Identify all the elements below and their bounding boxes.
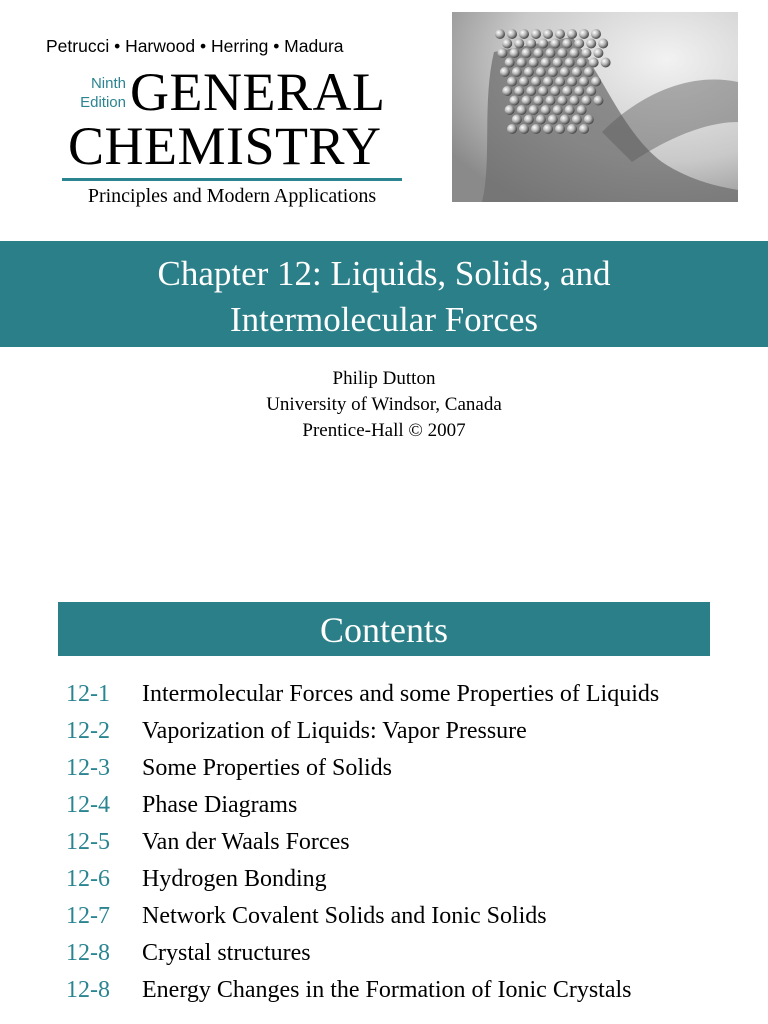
- atom-dot: [521, 96, 531, 106]
- title-divider: [62, 178, 402, 181]
- contents-item: [66, 676, 756, 713]
- atom-dot: [577, 58, 587, 68]
- book-subtitle: Principles and Modern Applications: [87, 185, 377, 207]
- atom-dot: [536, 67, 546, 77]
- chapter-banner: [0, 241, 768, 347]
- publisher-copyright: Prentice-Hall © 2007: [302, 420, 466, 441]
- atom-dot: [514, 39, 524, 49]
- contents-heading: Contents: [319, 610, 448, 650]
- atom-dot: [538, 39, 548, 49]
- atom-dot: [586, 86, 596, 96]
- section-title: Intermolecular Forces and some Properties of Liquids: [142, 681, 660, 707]
- atom-dot: [529, 105, 539, 115]
- section-number: 12-8: [66, 977, 110, 1003]
- atom-dot: [545, 96, 555, 106]
- contents-item: [66, 972, 756, 1009]
- atom-dot: [519, 29, 529, 39]
- atom-dot: [543, 124, 553, 134]
- atom-dot: [598, 39, 608, 49]
- atom-dot: [502, 86, 512, 96]
- atom-dot: [531, 77, 541, 87]
- atom-dot: [574, 86, 584, 96]
- atom-dot: [548, 67, 558, 77]
- contents-item: [66, 935, 756, 972]
- atom-dot: [495, 29, 505, 39]
- section-title: Energy Changes in the Formation of Ionic Crystals: [142, 977, 632, 1003]
- atom-dot: [584, 67, 594, 77]
- atom-dot: [545, 48, 555, 58]
- section-title: Phase Diagrams: [142, 792, 298, 818]
- chapter-title: [0, 251, 768, 343]
- section-title: Some Properties of Solids: [142, 755, 392, 781]
- atom-dot: [519, 77, 529, 87]
- atom-dot: [505, 58, 515, 68]
- atom-dot: [507, 29, 517, 39]
- atom-dot: [509, 48, 519, 58]
- book-title-line2: CHEMISTRY: [68, 116, 382, 176]
- section-title: Network Covalent Solids and Ionic Solids: [142, 903, 547, 929]
- atom-dot: [565, 58, 575, 68]
- atom-dot: [524, 115, 534, 125]
- section-title: Crystal structures: [142, 940, 311, 966]
- contents-item: [66, 750, 756, 787]
- section-number: 12-3: [66, 755, 110, 781]
- atom-dot: [567, 29, 577, 39]
- atom-dot: [591, 77, 601, 87]
- section-number: 12-6: [66, 866, 110, 892]
- atom-dot: [517, 58, 527, 68]
- atom-dot: [521, 48, 531, 58]
- atom-dot: [565, 105, 575, 115]
- atom-dot: [531, 124, 541, 134]
- contents-item: [66, 898, 756, 935]
- atom-dot: [553, 105, 563, 115]
- atom-dot: [567, 77, 577, 87]
- atom-dot: [507, 124, 517, 134]
- atom-dot: [524, 67, 534, 77]
- atom-dot: [507, 77, 517, 87]
- atom-dot: [560, 115, 570, 125]
- atom-dot: [562, 86, 572, 96]
- contents-item: [66, 861, 756, 898]
- atom-dot: [538, 86, 548, 96]
- section-number: 12-1: [66, 681, 110, 707]
- section-number: 12-5: [66, 829, 110, 855]
- atom-dot: [593, 48, 603, 58]
- section-number: 12-8: [66, 940, 110, 966]
- atom-dot: [593, 96, 603, 106]
- atom-dot: [584, 115, 594, 125]
- contents-banner: [58, 602, 710, 656]
- atom-dot: [579, 77, 589, 87]
- contents-item: [66, 787, 756, 824]
- atom-dot: [555, 124, 565, 134]
- atom-dot: [500, 67, 510, 77]
- section-number: 12-7: [66, 903, 110, 929]
- atom-dot: [572, 67, 582, 77]
- atom-dot: [569, 96, 579, 106]
- atom-dot: [531, 29, 541, 39]
- atom-dot: [581, 96, 591, 106]
- contents-list: [66, 676, 756, 1009]
- atom-dot: [572, 115, 582, 125]
- atom-dot: [548, 115, 558, 125]
- section-title: Van der Waals Forces: [142, 829, 350, 855]
- atom-dot: [550, 39, 560, 49]
- edition-word: Edition: [80, 94, 126, 111]
- atom-dot: [567, 124, 577, 134]
- atom-dot: [555, 29, 565, 39]
- atom-dot: [574, 39, 584, 49]
- chapter-title-line1: Chapter 12: Liquids, Solids, and: [157, 254, 611, 293]
- atom-dot: [502, 39, 512, 49]
- atom-dot: [543, 77, 553, 87]
- atom-dot: [581, 48, 591, 58]
- section-number: 12-4: [66, 792, 110, 818]
- atom-dot: [577, 105, 587, 115]
- atom-dot: [533, 96, 543, 106]
- atom-dot: [526, 86, 536, 96]
- atom-dot: [509, 96, 519, 106]
- atom-dot: [557, 96, 567, 106]
- atomic-surface-image: [452, 12, 738, 202]
- atom-dot: [526, 39, 536, 49]
- presenter-name: Philip Dutton: [332, 368, 436, 389]
- edition-label: [60, 74, 126, 112]
- atom-dot: [497, 48, 507, 58]
- atom-dot: [557, 48, 567, 58]
- atom-dot: [541, 58, 551, 68]
- book-title-line1: GENERAL: [130, 62, 386, 122]
- section-number: 12-2: [66, 718, 110, 744]
- atom-dot: [512, 67, 522, 77]
- section-title: Vaporization of Liquids: Vapor Pressure: [142, 718, 527, 744]
- atom-dot: [579, 124, 589, 134]
- presenter-affiliation: University of Windsor, Canada: [266, 394, 502, 415]
- edition-ordinal: Ninth: [90, 75, 126, 92]
- atom-dot: [553, 58, 563, 68]
- cover-photo: [452, 12, 738, 202]
- atom-dot: [562, 39, 572, 49]
- atom-dot: [505, 105, 515, 115]
- atom-dot: [586, 39, 596, 49]
- atom-dot: [589, 58, 599, 68]
- contents-item: [66, 713, 756, 750]
- atom-dot: [541, 105, 551, 115]
- atom-dot: [579, 29, 589, 39]
- section-title: Hydrogen Bonding: [142, 866, 327, 892]
- atom-dot: [536, 115, 546, 125]
- contents-item: [66, 824, 756, 861]
- atom-dot: [519, 124, 529, 134]
- atom-dot: [514, 86, 524, 96]
- atom-dot: [529, 58, 539, 68]
- atom-dot: [555, 77, 565, 87]
- atom-dot: [560, 67, 570, 77]
- atom-dot: [569, 48, 579, 58]
- atom-dot: [550, 86, 560, 96]
- atom-dot: [517, 105, 527, 115]
- chapter-title-line2: Intermolecular Forces: [229, 300, 539, 339]
- atom-dot: [591, 29, 601, 39]
- book-authors: Petrucci • Harwood • Herring • Madura: [46, 36, 344, 56]
- atom-dot: [543, 29, 553, 39]
- credits-block: [0, 366, 768, 444]
- atom-dot: [512, 115, 522, 125]
- atom-dot: [601, 58, 611, 68]
- atom-dot: [533, 48, 543, 58]
